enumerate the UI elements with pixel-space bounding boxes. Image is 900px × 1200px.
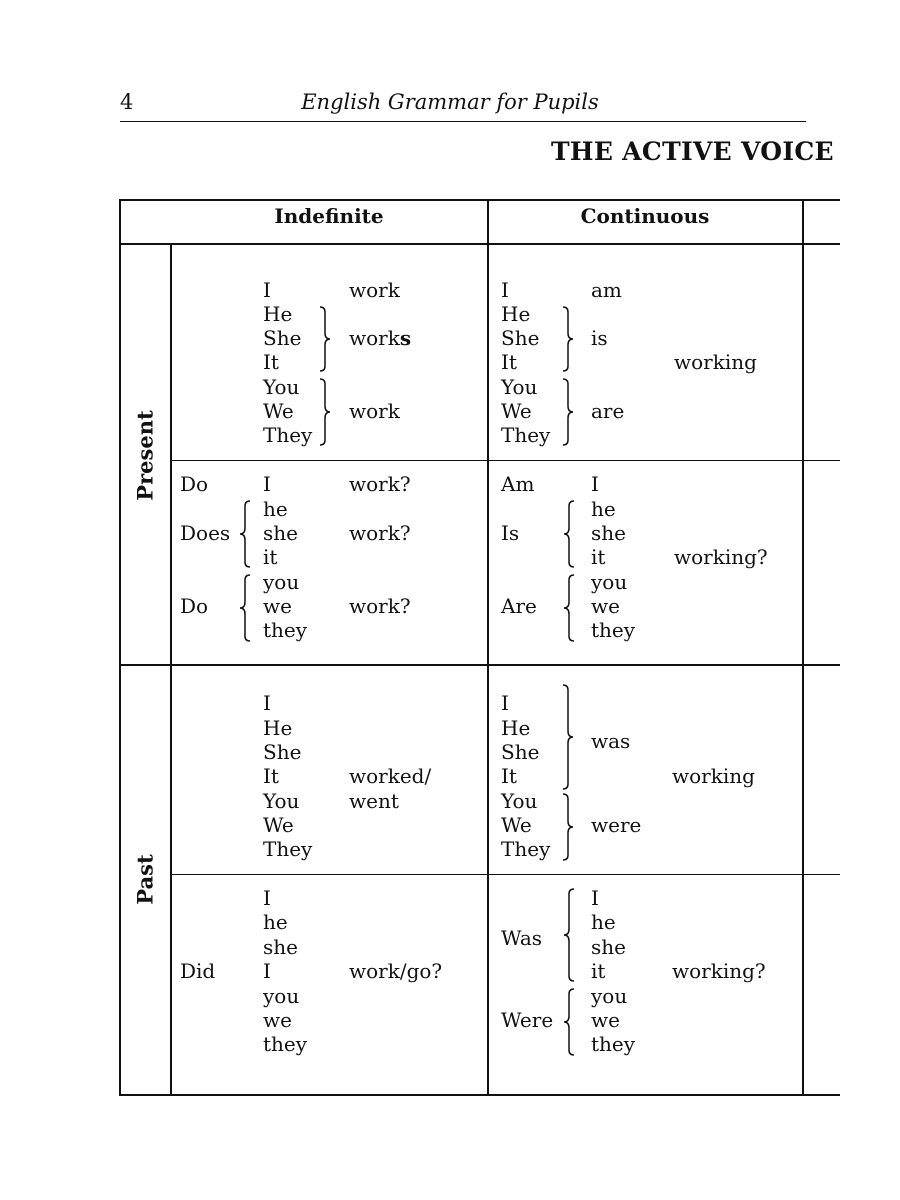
right-brace-icon (561, 684, 575, 790)
verb: work (349, 399, 400, 423)
indefinite-continuous-border (487, 199, 489, 1095)
auxiliary: Are (501, 594, 537, 618)
table-top-border (119, 199, 840, 201)
subject: We (501, 399, 532, 423)
auxiliary: am (591, 278, 622, 302)
past-divider (170, 874, 840, 875)
subject: I (501, 278, 509, 302)
subject: we (591, 594, 620, 618)
subject: I (263, 278, 271, 302)
subject: they (263, 1032, 308, 1056)
verb: went (349, 789, 399, 813)
subject: It (263, 350, 279, 374)
subject: he (263, 497, 288, 521)
subject: I (263, 886, 271, 910)
subject: We (263, 399, 294, 423)
present-divider (170, 460, 840, 461)
subject: she (591, 935, 626, 959)
subject: they (263, 618, 308, 642)
subject: you (263, 984, 300, 1008)
auxiliary: Am (501, 472, 535, 496)
subject: we (263, 594, 292, 618)
continuous-right-border (802, 199, 804, 1095)
right-brace-icon (561, 793, 575, 861)
auxiliary: Do (180, 472, 209, 496)
subject: I (591, 886, 599, 910)
verb-stem: work (349, 326, 400, 350)
left-brace-icon (562, 888, 576, 982)
subject: She (263, 740, 302, 764)
subject: He (263, 716, 293, 740)
header-bottom-border (119, 243, 840, 245)
auxiliary: Were (501, 1008, 554, 1032)
column-header-continuous: Continuous (580, 204, 710, 228)
subject: we (263, 1008, 292, 1032)
subject: you (591, 570, 628, 594)
right-brace-icon (561, 378, 575, 446)
subject: he (591, 910, 616, 934)
auxiliary: was (591, 729, 631, 753)
subject: I (501, 691, 509, 715)
subject: she (263, 521, 298, 545)
subject: He (263, 302, 293, 326)
subject: you (263, 570, 300, 594)
subject: He (501, 302, 531, 326)
right-brace-icon (561, 306, 575, 372)
subject: he (591, 497, 616, 521)
auxiliary: is (591, 326, 608, 350)
subject: They (501, 837, 551, 861)
subject: You (263, 789, 300, 813)
column-header-indefinite: Indefinite (274, 204, 384, 228)
auxiliary: Was (501, 926, 543, 950)
auxiliary: Did (180, 959, 216, 983)
subject: I (263, 959, 271, 983)
subject: I (263, 691, 271, 715)
subject: I (591, 472, 599, 496)
subject: She (501, 326, 540, 350)
subject: it (591, 545, 606, 569)
subject: It (501, 764, 517, 788)
section-title: THE ACTIVE VOICE (551, 137, 834, 166)
row-label-past: Past (132, 854, 158, 905)
subject: You (263, 375, 300, 399)
table-left-border (119, 199, 121, 1095)
subject: You (501, 375, 538, 399)
auxiliary: Do (180, 594, 209, 618)
verb: work? (349, 472, 411, 496)
subject: It (263, 764, 279, 788)
row-label-present: Present (132, 410, 158, 501)
subject: They (263, 837, 313, 861)
verb-ending: s (399, 326, 412, 350)
subject: We (263, 813, 294, 837)
auxiliary: are (591, 399, 625, 423)
right-brace-icon (318, 306, 332, 372)
present-past-divider (119, 664, 840, 666)
auxiliary: Does (180, 521, 231, 545)
subject: she (591, 521, 626, 545)
subject: you (591, 984, 628, 1008)
verb-third-person (349, 326, 411, 350)
page-number: 4 (120, 90, 134, 114)
verb: work/go? (349, 959, 443, 983)
auxiliary: were (591, 813, 642, 837)
subject: They (263, 423, 313, 447)
subject: They (501, 423, 551, 447)
subject: You (501, 789, 538, 813)
table-bottom-border (119, 1094, 840, 1096)
left-brace-icon (562, 500, 576, 568)
auxiliary: Is (501, 521, 520, 545)
verb: work? (349, 521, 411, 545)
left-brace-icon (562, 988, 576, 1056)
subject: It (501, 350, 517, 374)
left-brace-icon (238, 500, 252, 568)
subject: it (263, 545, 278, 569)
right-brace-icon (318, 378, 332, 446)
subject: I (263, 472, 271, 496)
participle: working? (674, 545, 768, 569)
subject: they (591, 618, 636, 642)
subject: He (501, 716, 531, 740)
subject: they (591, 1032, 636, 1056)
subject: We (501, 813, 532, 837)
subject: it (591, 959, 606, 983)
header-rule (120, 121, 806, 122)
label-column-border (170, 243, 172, 1095)
subject: we (591, 1008, 620, 1032)
subject: she (263, 935, 298, 959)
book-title: English Grammar for Pupils (301, 90, 599, 114)
left-brace-icon (238, 574, 252, 642)
verb: worked/ (349, 764, 432, 788)
subject: She (501, 740, 540, 764)
participle: working (674, 350, 757, 374)
subject: he (263, 910, 288, 934)
left-brace-icon (562, 574, 576, 642)
verb: work? (349, 594, 411, 618)
subject: She (263, 326, 302, 350)
participle: working? (672, 959, 766, 983)
participle: working (672, 764, 755, 788)
verb: work (349, 278, 400, 302)
